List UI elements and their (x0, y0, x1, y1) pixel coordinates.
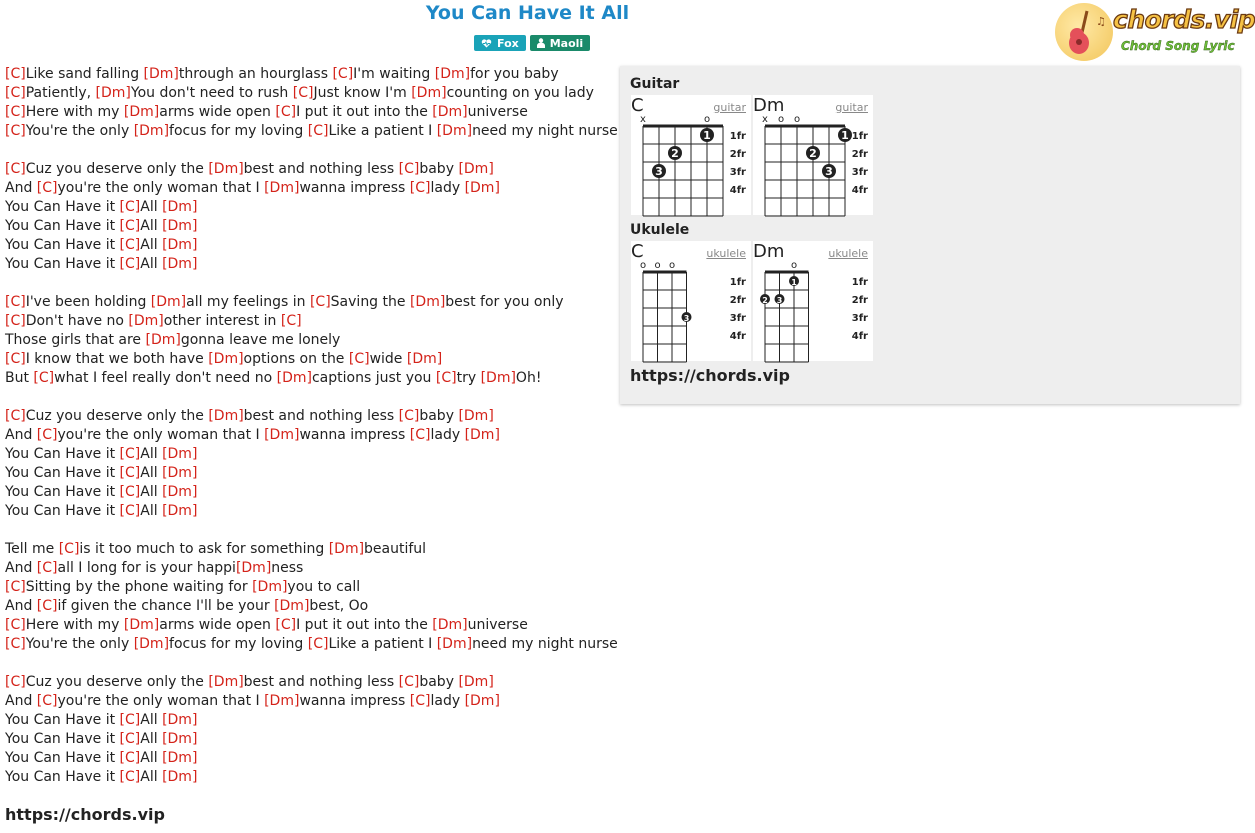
lyric-text: need my night nurse (472, 123, 618, 139)
chord-token[interactable]: [Dm] (328, 541, 365, 557)
lyric-line (5, 692, 618, 711)
lyric-line (5, 578, 618, 597)
chord-token[interactable]: [Dm] (162, 199, 198, 215)
chord-token[interactable]: [Dm] (436, 123, 473, 139)
chord-token[interactable]: [Dm] (162, 446, 198, 462)
chord-token[interactable]: [Dm] (406, 351, 443, 367)
chord-token[interactable]: [C] (36, 560, 58, 576)
song-tags (474, 35, 590, 51)
lyric-line (5, 65, 618, 84)
chord-panel (620, 66, 1240, 404)
chord-token[interactable]: [Dm] (464, 427, 500, 443)
open-string-marker: o (668, 260, 676, 271)
lyric-text: wanna impress (299, 180, 410, 196)
song-title: You Can Have It All (425, 2, 630, 24)
chord-token[interactable]: [C] (119, 750, 141, 766)
chord-token[interactable]: [C] (119, 199, 141, 215)
chord-token[interactable]: [Dm] (208, 674, 244, 690)
chord-token[interactable]: [Dm] (409, 294, 446, 310)
lyric-line (5, 255, 618, 274)
lyric-text: You Can Have it (5, 484, 120, 500)
lyrics-block (5, 65, 618, 787)
chord-token[interactable]: [Dm] (458, 674, 494, 690)
chord-token[interactable]: [Dm] (436, 636, 473, 652)
lyric-line (5, 312, 618, 331)
chord-token[interactable]: [Dm] (145, 332, 181, 348)
chord-token[interactable]: [C] (5, 636, 26, 652)
lyric-line (5, 502, 618, 521)
fret-label: 1fr (851, 277, 868, 288)
lyric-text: You Can Have it (5, 218, 120, 234)
chord-token[interactable]: [Dm] (264, 180, 300, 196)
lyric-text: You Can Have it (5, 446, 120, 462)
lyric-text: arms wide open (159, 104, 276, 120)
chord-token[interactable]: [Dm] (162, 218, 198, 234)
lyric-text: Here with my (25, 104, 124, 120)
muted-string-marker: x (640, 114, 646, 125)
fret-label: 4fr (851, 185, 868, 196)
lyric-line (5, 369, 618, 388)
chord-token[interactable]: [C] (275, 617, 297, 633)
chord-token[interactable]: [C] (5, 313, 26, 329)
chord-token[interactable]: [Dm] (432, 104, 468, 120)
lyric-text: Saving the (330, 294, 410, 310)
lyric-text: All (140, 237, 163, 253)
lyric-text: Those girls that are (5, 332, 146, 348)
chord-token[interactable]: [C] (5, 579, 26, 595)
guitar-chord-card[interactable] (631, 95, 751, 215)
chord-token[interactable]: [C] (398, 408, 420, 424)
lyric-text: You're the only (25, 636, 134, 652)
lyric-text: Cuz you deserve only the (25, 161, 209, 177)
chord-token[interactable]: [Dm] (274, 598, 310, 614)
lyric-text: You Can Have it (5, 199, 120, 215)
lyric-text: best and nothing less (243, 674, 399, 690)
site-logo[interactable] (1055, 3, 1255, 63)
finger-number: 3 (825, 165, 833, 178)
svg-text:♫: ♫ (1096, 15, 1106, 28)
chord-token[interactable]: [C] (398, 674, 420, 690)
instrument-link[interactable]: ukulele (828, 247, 868, 260)
lyric-text: All (140, 256, 163, 272)
chord-token[interactable]: [C] (36, 180, 58, 196)
lyric-text: All (140, 218, 163, 234)
lyric-text: best for you only (445, 294, 564, 310)
chord-token[interactable]: [C] (119, 446, 141, 462)
heart-icon (481, 39, 492, 48)
muted-string-marker: x (762, 114, 768, 125)
lyric-text: Just know I'm (313, 85, 412, 101)
chord-token[interactable]: [Dm] (434, 66, 471, 82)
finger-number: 3 (655, 165, 663, 178)
chord-token[interactable]: [Dm] (252, 579, 288, 595)
lyric-text: universe (467, 617, 528, 633)
lyric-blank-line (5, 388, 618, 407)
ukulele-chord-card[interactable] (753, 241, 873, 361)
lyric-text: All (140, 769, 163, 785)
lyric-text: wanna impress (299, 427, 410, 443)
chord-token[interactable]: [Dm] (162, 256, 198, 272)
chord-token[interactable]: [C] (5, 161, 26, 177)
chord-token[interactable]: [C] (398, 161, 420, 177)
chord-token[interactable]: [Dm] (162, 503, 198, 519)
lyric-text: All (140, 199, 163, 215)
lyric-text: lady (430, 693, 465, 709)
fret-label: 1fr (729, 131, 746, 142)
logo-subtitle: Chord Song Lyric (1121, 39, 1235, 53)
fret-label: 1fr (729, 277, 746, 288)
lyric-text: best and nothing less (243, 161, 399, 177)
chord-token[interactable]: [Dm] (458, 161, 494, 177)
lyric-text: arms wide open (159, 617, 276, 633)
fret-label: 2fr (851, 295, 868, 306)
lyric-text: Patiently, (25, 85, 96, 101)
chord-token[interactable]: [Dm] (480, 370, 516, 386)
chord-token[interactable]: [Dm] (208, 161, 244, 177)
finger-number: 1 (703, 129, 711, 142)
lyric-text: And (5, 598, 37, 614)
fret-label: 1fr (851, 131, 868, 142)
lyric-text: All (140, 712, 163, 728)
lyric-text: captions just you (311, 370, 436, 386)
chord-token[interactable]: [C] (5, 674, 26, 690)
open-string-marker: o (654, 260, 661, 271)
chord-token[interactable]: [C] (292, 85, 314, 101)
lyric-text: you're the only woman that I (57, 427, 265, 443)
finger-number: 2 (762, 296, 768, 305)
lyric-line (5, 160, 618, 179)
lyric-text: is it too much to ask for something (79, 541, 329, 557)
lyric-line (5, 464, 618, 483)
chord-token[interactable]: [C] (435, 370, 457, 386)
lyric-blank-line (5, 274, 618, 293)
chord-token[interactable]: [Dm] (208, 408, 244, 424)
lyric-text: You Can Have it (5, 237, 120, 253)
lyric-text: All (140, 731, 163, 747)
lyric-text: Here with my (25, 617, 124, 633)
lyric-text: All (140, 503, 163, 519)
lyric-text: And (5, 693, 37, 709)
lyric-text: You Can Have it (5, 750, 120, 766)
artist-label: Maoli (549, 36, 584, 50)
chord-token[interactable]: [C] (119, 712, 141, 728)
lyric-line (5, 559, 618, 578)
chord-token[interactable]: [Dm] (235, 560, 272, 576)
lyric-text: need my night nurse (472, 636, 618, 652)
fret-label: 4fr (729, 331, 746, 342)
lyric-line (5, 635, 618, 654)
lyric-text: I've been holding (25, 294, 151, 310)
lyric-text: You don't need to rush (130, 85, 293, 101)
chord-token[interactable]: [C] (309, 294, 331, 310)
chord-token[interactable]: [C] (5, 123, 26, 139)
lyric-text: All (140, 484, 163, 500)
lyric-text: And (5, 180, 37, 196)
lyric-line (5, 217, 618, 236)
chord-token[interactable]: [C] (409, 180, 431, 196)
finger-number: 2 (671, 147, 679, 160)
lyric-text: focus for my loving (169, 636, 308, 652)
chord-token[interactable]: [Dm] (128, 313, 164, 329)
lyric-text: Cuz you deserve only the (25, 408, 209, 424)
guitar-section-title: Guitar (630, 76, 680, 92)
chord-token[interactable]: [Dm] (432, 617, 468, 633)
lyric-text: Cuz you deserve only the (25, 674, 209, 690)
lyric-line (5, 426, 618, 445)
logo-badge (1055, 3, 1113, 61)
chord-token[interactable]: [Dm] (123, 104, 160, 120)
lyric-text: Sitting by the phone waiting for (25, 579, 253, 595)
lyric-text: gonna leave me lonely (180, 332, 341, 348)
chord-token[interactable]: [Dm] (264, 427, 300, 443)
lyric-text: beautiful (364, 541, 427, 557)
fret-label: 3fr (851, 313, 868, 324)
lyric-text: I know that we both have (25, 351, 209, 367)
lyric-text: You Can Have it (5, 712, 120, 728)
genre-tag[interactable] (474, 35, 526, 51)
guitar-chord-card[interactable] (753, 95, 873, 215)
lyric-text: wide (369, 351, 407, 367)
chord-token[interactable]: [Dm] (123, 617, 160, 633)
lyric-text: lady (430, 427, 465, 443)
chord-token[interactable]: [Dm] (95, 85, 131, 101)
lyric-line (5, 198, 618, 217)
lyric-line (5, 749, 618, 768)
lyric-line (5, 331, 618, 350)
lyric-text: wanna impress (299, 693, 410, 709)
lyric-text: And (5, 427, 37, 443)
lyric-line (5, 540, 618, 559)
chord-token[interactable]: [Dm] (208, 351, 244, 367)
lyric-text: Like sand falling (25, 66, 144, 82)
fret-label: 3fr (729, 313, 746, 324)
genre-label: Fox (497, 36, 519, 50)
chord-token[interactable]: [Dm] (411, 85, 447, 101)
artist-tag[interactable] (530, 35, 590, 51)
lyric-text: you to call (287, 579, 361, 595)
panel-site-link[interactable]: https://chords.vip (630, 366, 790, 385)
lyric-text: You Can Have it (5, 731, 120, 747)
lyric-text: Like a patient I (328, 123, 437, 139)
lyric-text: best and nothing less (243, 408, 399, 424)
chord-token[interactable]: [C] (5, 66, 26, 82)
chord-token[interactable]: [C] (5, 294, 26, 310)
lyric-line (5, 293, 618, 312)
chord-token[interactable]: [Dm] (264, 693, 300, 709)
user-icon (537, 38, 545, 48)
lyric-text: But (5, 370, 34, 386)
lyric-text: And (5, 560, 37, 576)
lyric-text: baby (419, 408, 459, 424)
chord-token[interactable]: [C] (307, 123, 329, 139)
lyric-line (5, 122, 618, 141)
finger-number: 1 (791, 278, 797, 287)
lyric-text: baby (419, 674, 459, 690)
lyric-text: you're the only woman that I (57, 180, 265, 196)
lyric-line (5, 597, 618, 616)
chord-token[interactable]: [C] (409, 427, 431, 443)
lyric-text: other interest in (163, 313, 281, 329)
chord-token[interactable]: [C] (119, 503, 141, 519)
lyric-text: baby (419, 161, 459, 177)
lyric-line (5, 445, 618, 464)
chord-token[interactable]: [C] (280, 313, 302, 329)
chord-token[interactable]: [Dm] (162, 484, 198, 500)
open-string-marker: o (793, 114, 801, 125)
lyric-text: You Can Have it (5, 465, 120, 481)
lyric-line (5, 483, 618, 502)
chord-token[interactable]: [Dm] (464, 693, 500, 709)
lyric-text: for you baby (470, 66, 559, 82)
lyric-line (5, 673, 618, 692)
footer-link[interactable]: https://chords.vip (5, 805, 165, 824)
lyric-text: All (140, 750, 163, 766)
fret-label: 3fr (851, 167, 868, 178)
lyric-text: you're the only woman that I (57, 693, 265, 709)
instrument-link[interactable]: guitar (713, 101, 746, 114)
lyric-text: options on the (243, 351, 349, 367)
lyric-text: Don't have no (25, 313, 129, 329)
lyric-line (5, 407, 618, 426)
instrument-link[interactable]: ukulele (706, 247, 746, 260)
ukulele-chord-card[interactable] (631, 241, 751, 361)
lyric-line (5, 350, 618, 369)
chord-token[interactable]: [C] (409, 693, 431, 709)
chord-token[interactable]: [C] (119, 237, 141, 253)
lyric-line (5, 768, 618, 787)
open-string-marker: o (639, 260, 647, 271)
finger-number: 3 (683, 314, 690, 323)
chord-token[interactable]: [C] (33, 370, 55, 386)
chord-token[interactable]: [Dm] (464, 180, 500, 196)
lyric-blank-line (5, 521, 618, 540)
chord-token[interactable]: [Dm] (162, 731, 198, 747)
lyric-text: All (140, 465, 163, 481)
lyric-line (5, 616, 618, 635)
lyric-line (5, 84, 618, 103)
fret-label: 2fr (729, 149, 746, 160)
chord-token[interactable]: [Dm] (143, 66, 179, 82)
logo-text: chords.vip (1113, 5, 1255, 34)
lyric-text: You Can Have it (5, 503, 120, 519)
lyric-text: You Can Have it (5, 256, 120, 272)
lyric-text: ness (271, 560, 304, 576)
chord-token[interactable]: [C] (119, 218, 141, 234)
chord-token[interactable]: [C] (119, 484, 141, 500)
fretboard-grid (765, 271, 809, 363)
fret-label: 2fr (851, 149, 868, 160)
lyric-text: I put it out into the (296, 104, 433, 120)
lyric-text: You're the only (25, 123, 134, 139)
chord-token[interactable]: [C] (275, 104, 297, 120)
lyric-line (5, 179, 618, 198)
open-string-marker: o (790, 260, 798, 271)
lyric-text: try (456, 370, 481, 386)
lyric-text: lady (430, 180, 465, 196)
open-string-marker: o (777, 114, 785, 125)
lyric-text: focus for my loving (169, 123, 308, 139)
lyric-text: counting on you lady (446, 85, 594, 101)
lyric-text: Tell me (5, 541, 59, 557)
lyric-text: all I long for is your happi (57, 560, 236, 576)
lyric-line (5, 103, 618, 122)
chord-token[interactable]: [Dm] (133, 636, 170, 652)
lyric-text: what I feel really don't need no (54, 370, 277, 386)
fretboard-grid (643, 271, 687, 363)
chord-token[interactable]: [C] (348, 351, 370, 367)
lyric-text: Oh! (515, 370, 542, 386)
chord-token[interactable]: [C] (119, 465, 141, 481)
lyric-line (5, 236, 618, 255)
chord-token[interactable]: [Dm] (162, 712, 198, 728)
chord-token[interactable]: [C] (119, 769, 141, 785)
chord-token[interactable]: [C] (36, 693, 58, 709)
chord-token[interactable]: [C] (58, 541, 80, 557)
chord-name: Dm (753, 95, 785, 116)
chord-token[interactable]: [C] (119, 731, 141, 747)
chord-token[interactable]: [C] (5, 408, 26, 424)
chord-token[interactable]: [C] (5, 617, 26, 633)
instrument-link[interactable]: guitar (835, 101, 868, 114)
lyric-text: universe (467, 104, 528, 120)
chord-token[interactable]: [C] (332, 66, 354, 82)
lyric-text: best, Oo (309, 598, 369, 614)
chord-token[interactable]: [Dm] (162, 465, 198, 481)
finger-number: 1 (841, 129, 849, 142)
lyric-text: All (140, 446, 163, 462)
chord-token[interactable]: [C] (36, 598, 58, 614)
chord-name: Dm (753, 241, 785, 262)
ukulele-section-title: Ukulele (630, 222, 690, 238)
chord-token[interactable]: [C] (5, 104, 26, 120)
chord-name: C (631, 95, 644, 116)
chord-token[interactable]: [C] (307, 636, 329, 652)
finger-number: 2 (809, 147, 817, 160)
chord-token[interactable]: [Dm] (458, 408, 494, 424)
chord-token[interactable]: [C] (36, 427, 58, 443)
lyric-blank-line (5, 654, 618, 673)
fret-label: 2fr (729, 295, 746, 306)
fret-label: 4fr (729, 185, 746, 196)
chord-token[interactable]: [C] (5, 351, 26, 367)
fret-label: 4fr (851, 331, 868, 342)
chord-token[interactable]: [C] (119, 256, 141, 272)
chord-token[interactable]: [Dm] (276, 370, 312, 386)
lyric-text: You Can Have it (5, 769, 120, 785)
lyric-blank-line (5, 141, 618, 160)
guitar-icon (1055, 3, 1113, 61)
lyric-line (5, 730, 618, 749)
finger-number: 3 (776, 296, 783, 305)
lyric-text: I'm waiting (353, 66, 435, 82)
chord-token[interactable]: [Dm] (133, 123, 170, 139)
chord-token[interactable]: [Dm] (150, 294, 187, 310)
chord-token[interactable]: [Dm] (162, 237, 198, 253)
chord-token[interactable]: [Dm] (162, 750, 198, 766)
lyric-text: if given the chance I'll be your (57, 598, 275, 614)
lyric-text: all my feelings in (186, 294, 310, 310)
lyric-line (5, 711, 618, 730)
fret-label: 3fr (729, 167, 746, 178)
chord-name: C (631, 241, 644, 262)
open-string-marker: o (703, 114, 711, 125)
lyric-text: Like a patient I (328, 636, 437, 652)
lyric-text: through an hourglass (178, 66, 333, 82)
chord-token[interactable]: [C] (5, 85, 26, 101)
chord-token[interactable]: [Dm] (162, 769, 198, 785)
lyric-text: I put it out into the (296, 617, 433, 633)
